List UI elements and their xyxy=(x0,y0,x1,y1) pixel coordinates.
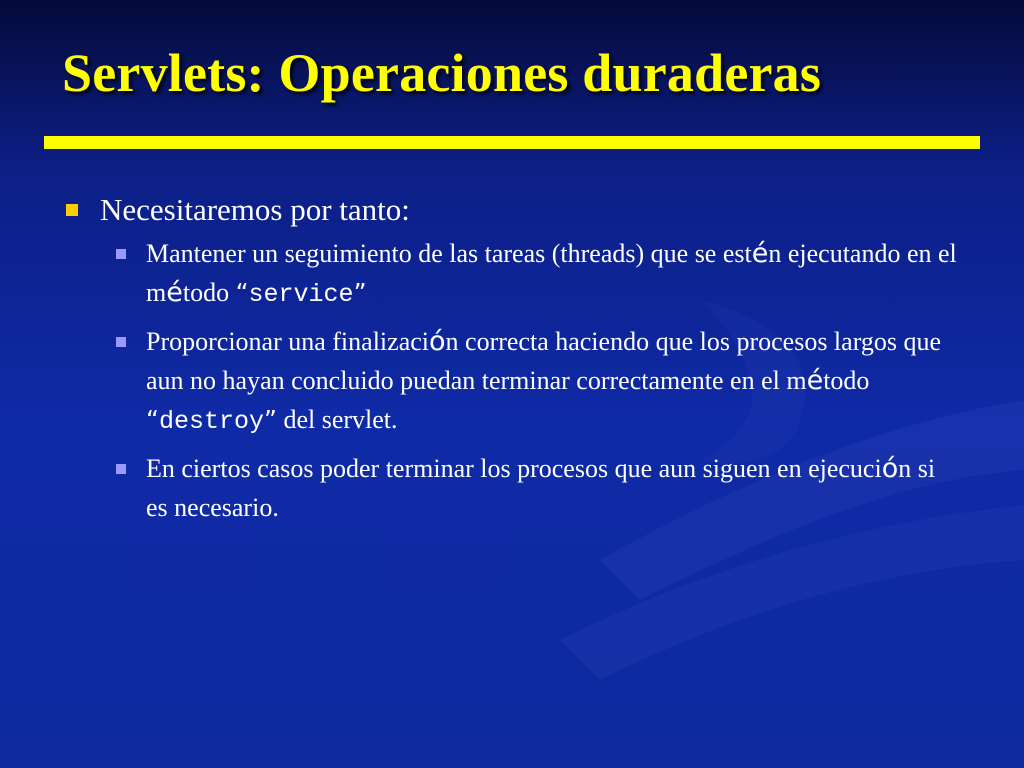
item-text-accent: ó xyxy=(881,453,899,484)
sub-bullet-list xyxy=(62,234,962,527)
item-code-text: destroy xyxy=(158,407,264,436)
sub-bullet-item xyxy=(113,449,962,527)
item-text-accent: é xyxy=(166,277,183,308)
sub-bullet-item xyxy=(113,234,962,314)
item-text-part: Mantener un seguimiento de las tareas (threads) que se est xyxy=(146,239,752,268)
item-text-part: n correcta haciendo que los procesos largos que aun no hayan concluido puedan terminar correctamente en el m xyxy=(146,327,942,395)
item-code-text: service xyxy=(248,280,354,309)
item-text-accent: é xyxy=(751,238,769,269)
square-bullet-icon xyxy=(116,464,126,474)
level1-text: Necesitaremos por tanto: xyxy=(100,192,410,227)
item-text-accent: é xyxy=(806,365,824,396)
item-quote-open: “ xyxy=(235,278,249,307)
slide-content xyxy=(62,190,962,535)
item-quote-close: ” xyxy=(353,278,367,307)
level1-bullet-item xyxy=(62,190,962,230)
title-underline-rule xyxy=(44,136,980,149)
item-text-part: todo xyxy=(823,366,870,395)
slide-title: Servlets: Operaciones duraderas xyxy=(62,43,822,103)
item-quote-open: “ xyxy=(146,405,159,434)
item-text-part: En ciertos casos poder terminar los procesos que aun siguen en ejecuci xyxy=(146,454,882,483)
item-text-accent: ó xyxy=(429,326,446,357)
item-text-part: n si es necesario. xyxy=(146,454,936,522)
item-text-part: del servlet. xyxy=(276,405,398,434)
square-bullet-icon xyxy=(116,337,126,347)
sub-bullet-item xyxy=(113,322,962,441)
item-text-part: n ejecutando en el m xyxy=(146,239,957,307)
item-quote-close: ” xyxy=(263,405,277,434)
square-bullet-icon xyxy=(116,249,126,259)
square-bullet-icon xyxy=(66,204,78,216)
item-text-part: todo xyxy=(182,278,236,307)
item-text-part: Proporcionar una finalizaci xyxy=(146,327,429,356)
